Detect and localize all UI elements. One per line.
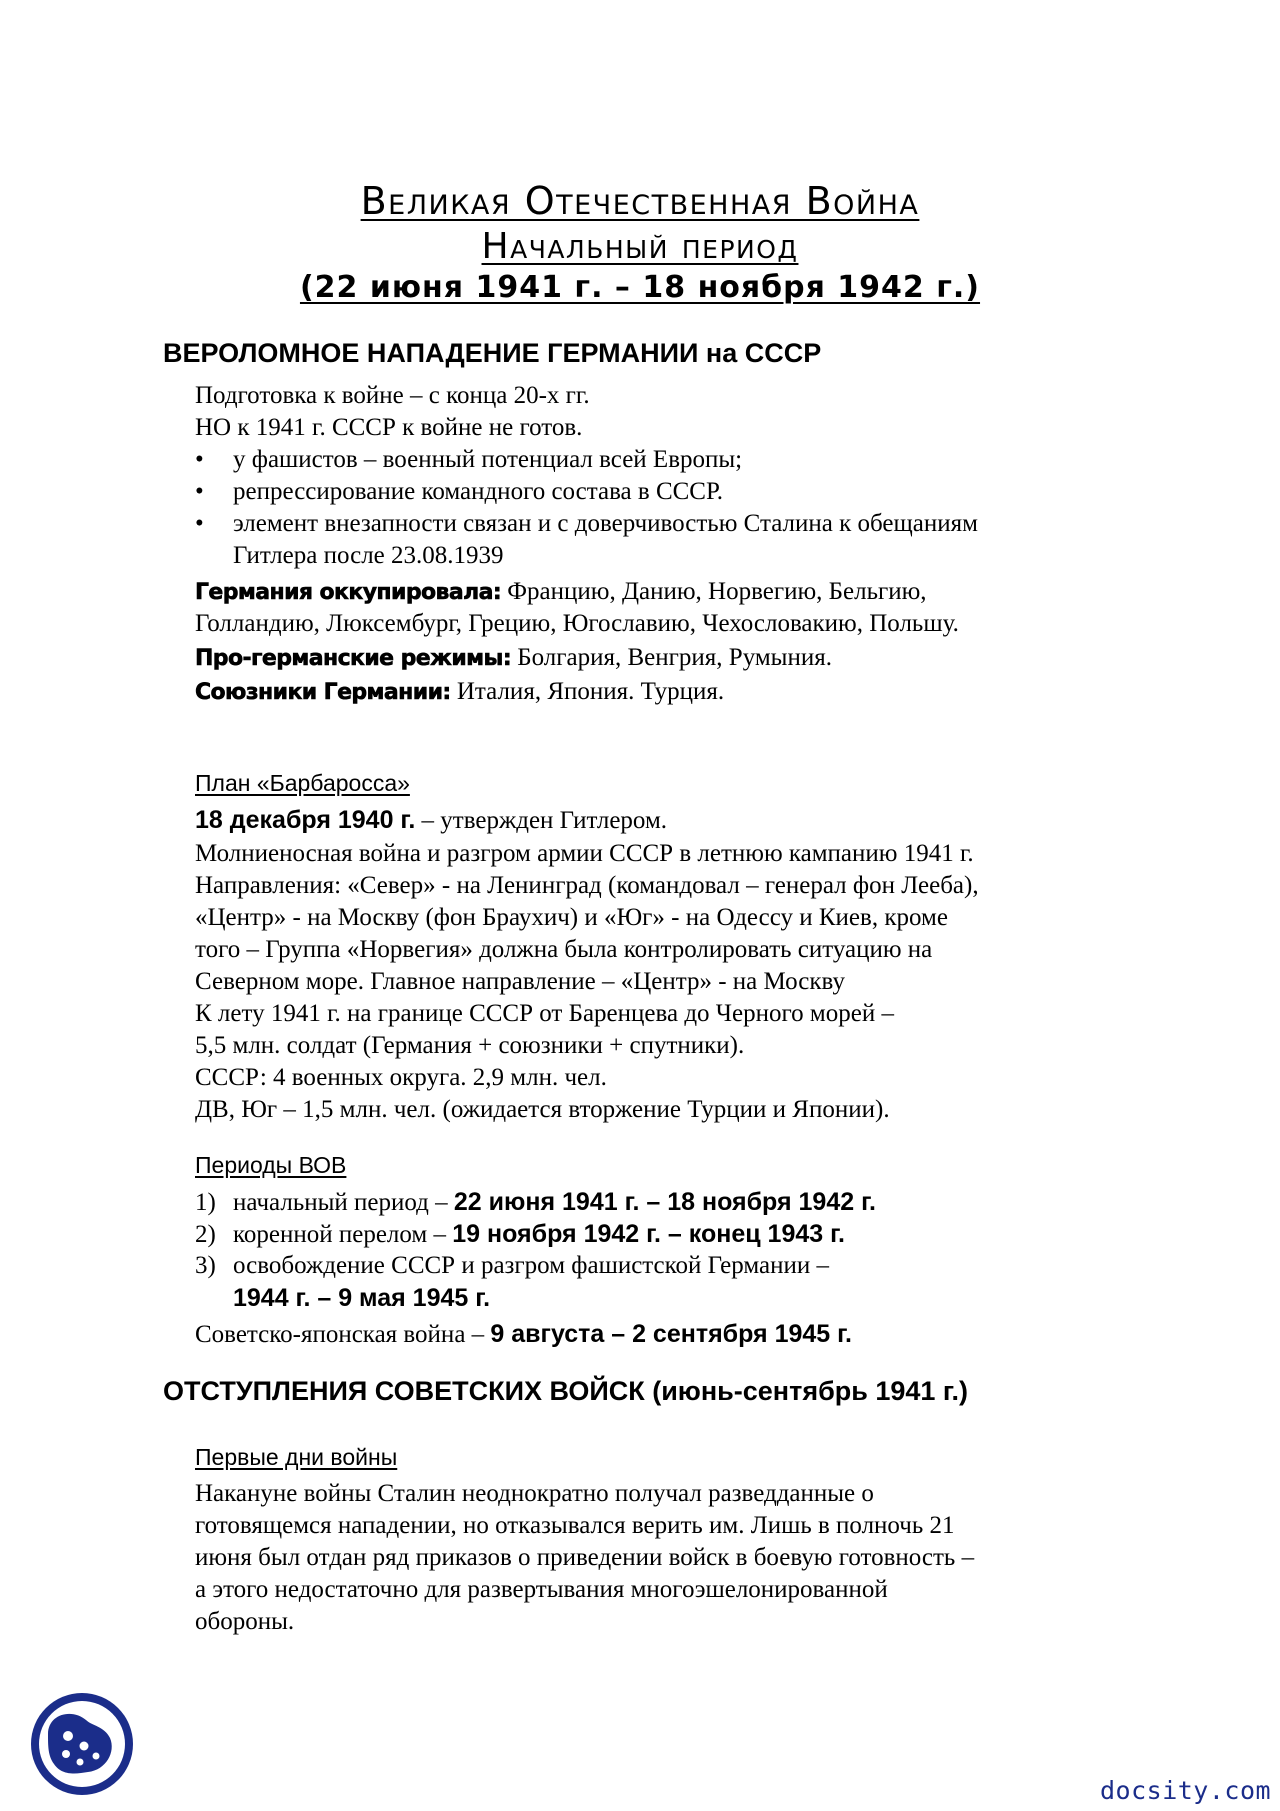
soviet-japanese-war: Советско-японская война – 9 августа – 2 сентября 1945 г. xyxy=(195,1320,853,1348)
period-item: 2) коренной перелом – 19 ноября 1942 г. – конец 1943 г. xyxy=(195,1220,845,1248)
subheading-barbarossa: План «Барбаросса» xyxy=(195,770,410,796)
plan-line: СССР: 4 военных округа. 2,9 млн. чел. xyxy=(195,1064,607,1091)
period-item: 1) начальный период – 22 июня 1941 г. – 18 ноября 1942 г. xyxy=(195,1188,876,1216)
first-days-line: обороны. xyxy=(195,1608,295,1635)
first-days-line: Накануне войны Сталин неоднократно получал разведданные о xyxy=(195,1480,874,1507)
bullet-item-continuation: Гитлера после 23.08.1939 xyxy=(233,542,504,569)
title-line-3: (22 июня 1941 г. – 18 ноября 1942 г.) xyxy=(299,270,981,305)
bullet-icon: • xyxy=(195,510,204,537)
period-item-continuation: 1944 г. – 9 мая 1945 г. xyxy=(233,1284,491,1312)
docsity-brand-link[interactable]: docsity.com xyxy=(1100,1776,1272,1805)
paragraph: Подготовка к войне – с конца 20-х гг. xyxy=(195,382,590,409)
bullet-item: • элемент внезапности связан и с доверчивостью Сталина к обещаниям xyxy=(195,508,978,540)
occupied-countries-cont: Голландию, Люксембург, Грецию, Югославию, Чехословакию, Польшу. xyxy=(195,610,959,637)
subheading-first-days: Первые дни войны xyxy=(195,1444,398,1470)
pro-label: Про-германские режимы: xyxy=(195,646,512,671)
bullet-item: • репрессирование командного состава в СССР. xyxy=(195,476,723,508)
occupied-label: Германия оккупировала: xyxy=(195,580,502,605)
first-days-line: а этого недостаточно для развертывания многоэшелонированной xyxy=(195,1576,888,1603)
barbarossa-date: 18 декабря 1940 г. – утвержден Гитлером. xyxy=(195,806,668,834)
occupied-countries: Германия оккупировала: Францию, Данию, Норвегию, Бельгию, xyxy=(195,578,927,605)
title-line-1: Великая Отечественная Война xyxy=(360,179,920,223)
section-heading-retreat: ОТСТУПЛЕНИЯ СОВЕТСКИХ ВОЙСК (июнь-сентябрь 1941 г.) xyxy=(163,1376,968,1406)
first-days-line: июня был отдан ряд приказов о приведении войск в боевую готовность – xyxy=(195,1544,975,1571)
paragraph: НО к 1941 г. СССР к войне не готов. xyxy=(195,414,583,441)
section-heading-attack: ВЕРОЛОМНОЕ НАПАДЕНИЕ ГЕРМАНИИ на СССР xyxy=(163,338,822,368)
period-item: 3) освобождение СССР и разгром фашистской Германии – xyxy=(195,1252,830,1279)
plan-line: 5,5 млн. солдат (Германия + союзники + спутники). xyxy=(195,1032,745,1059)
plan-line: Молниеносная война и разгром армии СССР в летнюю кампанию 1941 г. xyxy=(195,840,974,867)
plan-line: Северном море. Главное направление – «Центр» - на Москву xyxy=(195,968,845,995)
pro-german-regimes: Про-германские режимы: Болгария, Венгрия, Румыния. xyxy=(195,644,832,671)
german-allies: Союзники Германии: Италия, Япония. Турция. xyxy=(195,678,725,705)
bullet-icon: • xyxy=(195,446,204,473)
docsity-logo-icon[interactable] xyxy=(28,1690,136,1798)
plan-line: ДВ, Юг – 1,5 млн. чел. (ожидается вторжение Турции и Японии). xyxy=(195,1096,890,1123)
allies-label: Союзники Германии: xyxy=(195,680,451,705)
document-title xyxy=(160,178,1120,306)
subheading-periods: Периоды ВОВ xyxy=(195,1152,347,1178)
title-line-2: Начальный период xyxy=(481,226,799,267)
first-days-line: готовящемся нападении, но отказывался верить им. Лишь в полночь 21 xyxy=(195,1512,955,1539)
plan-line: Направления: «Север» - на Ленинград (командовал – генерал фон Лееба), xyxy=(195,872,979,899)
plan-line: того – Группа «Норвегия» должна была контролировать ситуацию на xyxy=(195,936,933,963)
plan-line: К лету 1941 г. на границе СССР от Баренцева до Черного морей – xyxy=(195,1000,894,1027)
bullet-icon: • xyxy=(195,478,204,505)
plan-line: «Центр» - на Москву (фон Браухич) и «Юг» - на Одессу и Киев, кроме xyxy=(195,904,948,931)
bullet-item: • у фашистов – военный потенциал всей Европы; xyxy=(195,444,742,476)
